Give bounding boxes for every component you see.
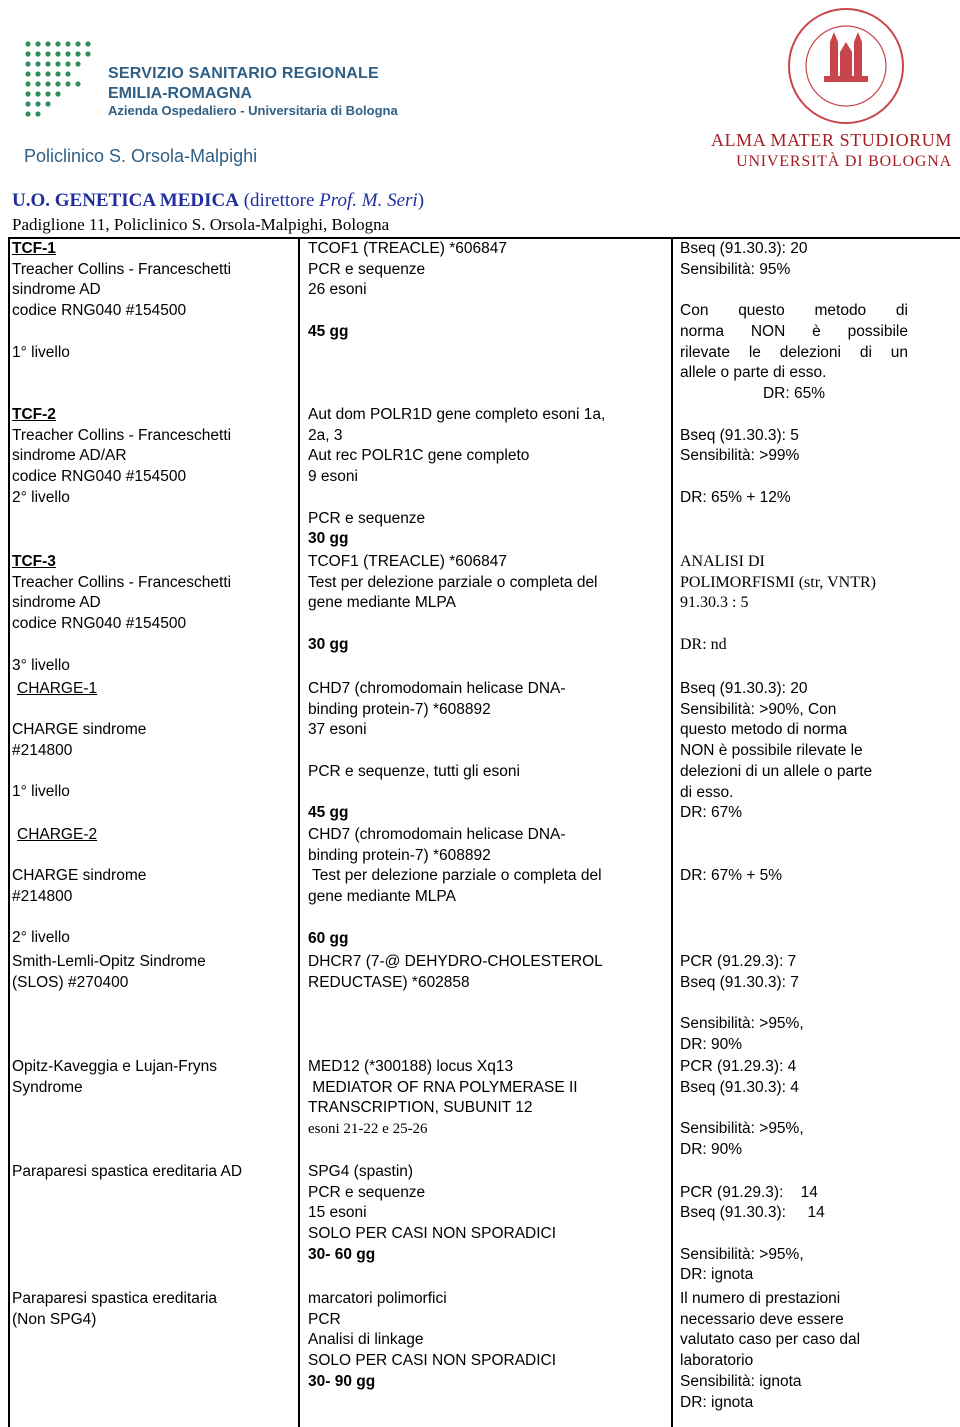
table-row-spg-ad-col3 <box>680 1162 908 1286</box>
table-cell: Syndrome <box>12 1078 83 1096</box>
table-cell: PCR (91.29.3): 7 <box>680 953 797 970</box>
table-cell: questo metodo di norma <box>680 721 848 739</box>
table-row-tcf3-col3 <box>680 552 908 656</box>
department-name: U.O. GENETICA MEDICA <box>12 190 239 211</box>
table-row-spg-other-col3 <box>680 1289 908 1413</box>
table-cell: allele o parte di esso. <box>680 364 827 382</box>
table-row-slos-col3 <box>680 952 908 1056</box>
table-cell: Bseq (91.30.3): 7 <box>680 973 799 991</box>
test-code: TCF-2 <box>12 406 56 423</box>
table-cell: codice RNG040 #154500 <box>12 615 187 633</box>
table-cell: esoni 21-22 e 25-26 <box>308 1121 428 1138</box>
table-cell: 3° livello <box>12 656 70 674</box>
table-cell <box>680 1098 908 1119</box>
region-org-line1: SERVIZIO SANITARIO REGIONALE <box>108 65 379 82</box>
table-cell <box>680 280 908 301</box>
table-cell: Paraparesi spastica ereditaria AD <box>12 1163 243 1180</box>
table-cell: 91.30.3 : 5 <box>680 594 749 612</box>
table-row-tcf1-col1 <box>12 239 302 363</box>
table-row-spg-ad-col2 <box>308 1162 668 1266</box>
table-cell: TRANSCRIPTION, SUBUNIT 12 <box>308 1099 533 1117</box>
turnaround-time: 30 gg <box>308 530 349 548</box>
table-cell: rilevate le delezioni di un <box>680 343 908 361</box>
ssr-dots-logo <box>24 40 98 120</box>
table-row-spg-other-col2 <box>308 1289 668 1393</box>
table-cell: gene mediante MLPA <box>308 888 456 906</box>
table-cell: Treacher Collins - Franceschetti <box>12 426 232 444</box>
table-cell: (Non SPG4) <box>12 1310 97 1328</box>
director-suffix: ) <box>417 190 425 211</box>
table-cell: Il numero di prestazioni <box>680 1290 841 1307</box>
table-row-tcf3-col2 <box>308 552 668 656</box>
table-cell: PCR e sequenze <box>308 260 426 278</box>
table-row-tcf2-col2 <box>308 405 668 550</box>
test-code: CHARGE-2 <box>17 826 98 843</box>
table-cell: Bseq (91.30.3): 20 <box>680 680 808 697</box>
table-cell <box>680 1162 908 1183</box>
table-cell: Aut rec POLR1C gene completo <box>308 447 530 465</box>
table-row-tcf3-col1 <box>12 552 302 676</box>
table-cell: Sensibilità: >90%, Con <box>680 700 837 718</box>
table-cell: di esso. <box>680 783 734 801</box>
table-cell: 1° livello <box>12 783 70 801</box>
table-cell <box>680 467 908 488</box>
table-cell: #214800 <box>12 888 73 906</box>
university-seal-logo <box>786 6 906 126</box>
table-row-opitz-col1 <box>12 1057 302 1098</box>
table-cell: 2° livello <box>12 488 70 506</box>
table-cell: 37 esoni <box>308 721 367 739</box>
column-divider-2 <box>671 237 673 1427</box>
table-cell: Sensibilità: >95%, <box>680 1015 804 1033</box>
table-cell: Test per delezione parziale o completa del <box>308 573 598 591</box>
director-name: Prof. M. Seri <box>319 190 418 211</box>
table-cell: 9 esoni <box>308 468 358 486</box>
table-cell <box>308 488 668 509</box>
university-line1: ALMA MATER STUDIORUM <box>710 130 952 150</box>
table-cell: laboratorio <box>680 1352 754 1370</box>
table-row-spg-ad-col1 <box>12 1162 302 1183</box>
table-row-charge1-col2 <box>308 679 668 824</box>
department-title <box>12 190 424 212</box>
table-cell: Bseq (91.30.3): 20 <box>680 240 808 257</box>
table-cell <box>680 825 908 846</box>
table-cell <box>12 322 302 343</box>
table-cell <box>12 846 302 867</box>
table-cell: Bseq (91.30.3): 5 <box>680 426 799 444</box>
table-cell: delezioni di un allele o parte <box>680 762 873 780</box>
table-row-tcf1-col3 <box>680 239 908 405</box>
table-cell <box>308 908 668 929</box>
table-cell: NON è possibile rilevate le <box>680 742 863 760</box>
table-cell: sindrome AD/AR <box>12 447 127 465</box>
detection-rate: DR: 90% <box>680 1140 743 1158</box>
table-cell: sindrome AD <box>12 281 101 299</box>
table-cell: binding protein-7) *608892 <box>308 700 491 718</box>
director-prefix: (direttore <box>243 190 320 211</box>
table-cell: Analisi di linkage <box>308 1331 424 1349</box>
turnaround-time: 30 gg <box>308 635 349 653</box>
turnaround-time: 45 gg <box>308 804 349 822</box>
table-cell: PCR e sequenze <box>308 1183 426 1201</box>
table-cell: Bseq (91.30.3): 4 <box>680 1078 799 1096</box>
turnaround-time: 45 gg <box>308 322 349 340</box>
table-cell: Sensibilità: 95% <box>680 260 791 278</box>
table-cell: Paraparesi spastica ereditaria <box>12 1290 218 1307</box>
table-cell: Opitz-Kaveggia e Lujan-Fryns <box>12 1058 218 1075</box>
table-cell <box>12 908 302 929</box>
department-address: Padiglione 11, Policlinico S. Orsola-Malpighi, Bologna <box>12 215 390 234</box>
table-cell: SPG4 (spastin) <box>308 1163 414 1180</box>
table-cell: Smith-Lemli-Opitz Sindrome <box>12 953 206 970</box>
turnaround-time: 60 gg <box>308 929 349 947</box>
table-left-border <box>8 237 10 1427</box>
region-org-line3: Azienda Ospedaliero - Universitaria di Bologna <box>108 103 398 119</box>
table-cell: DHCR7 (7-@ DEHYDRO-CHOLESTEROL <box>308 953 603 970</box>
table-cell: valutato caso per caso dal <box>680 1331 861 1349</box>
turnaround-time: 30- 60 gg <box>308 1245 376 1263</box>
table-cell <box>680 993 908 1014</box>
table-cell: Test per delezione parziale o completa del <box>308 867 602 885</box>
table-cell: PCR (91.29.3): 14 <box>680 1183 818 1201</box>
table-cell: PCR e sequenze, tutti gli esoni <box>308 762 520 780</box>
table-row-tcf2-col3 <box>680 405 908 508</box>
table-cell: #214800 <box>12 742 73 760</box>
table-cell <box>12 635 302 656</box>
detection-rate: DR: 90% <box>680 1035 743 1053</box>
table-cell: sindrome AD <box>12 594 101 612</box>
university-line2: UNIVERSITÀ DI BOLOGNA <box>736 152 952 170</box>
table-cell: Aut dom POLR1D gene completo esoni 1a, <box>308 406 606 423</box>
table-cell <box>12 700 302 721</box>
table-cell: necessario deve essere <box>680 1310 844 1328</box>
table-cell: Sensibilità: >95%, <box>680 1245 804 1263</box>
table-cell <box>680 405 908 426</box>
table-row-charge1-col1 <box>12 679 302 803</box>
table-cell: MED12 (*300188) locus Xq13 <box>308 1058 514 1075</box>
detection-rate: DR: 67% <box>680 804 743 822</box>
table-cell: CHARGE sindrome <box>12 867 147 885</box>
table-row-slos-col2 <box>308 952 668 993</box>
table-cell: MEDIATOR OF RNA POLYMERASE II <box>308 1078 578 1096</box>
table-cell: TCOF1 (TREACLE) *606847 <box>308 553 507 570</box>
table-cell: norma NON è possibile <box>680 322 908 340</box>
table-cell <box>680 614 908 635</box>
table-cell: (SLOS) #270400 <box>12 973 129 991</box>
table-cell: Con questo metodo di <box>680 302 908 320</box>
table-cell: SOLO PER CASI NON SPORADICI <box>308 1352 557 1370</box>
detection-rate: DR: 65% + 12% <box>680 488 791 506</box>
table-cell: PCR e sequenze <box>308 509 426 527</box>
table-cell: 1° livello <box>12 343 70 361</box>
detection-rate: DR: ignota <box>680 1393 754 1411</box>
table-cell: PCR <box>308 1310 341 1328</box>
table-cell: Sensibilità: ignota <box>680 1372 802 1390</box>
table-cell: marcatori polimorfici <box>308 1290 447 1307</box>
region-org-block <box>108 64 398 119</box>
table-cell: ANALISI DI <box>680 553 765 570</box>
university-name <box>711 130 952 171</box>
table-row-opitz-col3 <box>680 1057 908 1161</box>
table-cell: CHD7 (chromodomain helicase DNA- <box>308 680 566 697</box>
detection-rate: DR: ignota <box>680 1266 754 1284</box>
table-cell: 15 esoni <box>308 1204 367 1222</box>
table-cell: 2a, 3 <box>308 426 343 444</box>
table-cell: Sensibilità: >99% <box>680 447 800 465</box>
table-cell: 2° livello <box>12 929 70 947</box>
turnaround-time: 30- 90 gg <box>308 1372 376 1390</box>
table-cell: POLIMORFISMI (str, VNTR) <box>680 573 876 591</box>
table-cell: Sensibilità: >95%, <box>680 1120 804 1138</box>
test-code: CHARGE-1 <box>17 680 98 697</box>
table-row-charge2-col1 <box>12 825 302 949</box>
table-cell: CHARGE sindrome <box>12 721 147 739</box>
detection-rate: DR: 67% + 5% <box>680 867 783 885</box>
table-cell: PCR (91.29.3): 4 <box>680 1058 797 1075</box>
table-row-opitz-col2 <box>308 1057 668 1140</box>
table-cell: Bseq (91.30.3): 14 <box>680 1204 825 1222</box>
table-cell: Treacher Collins - Franceschetti <box>12 260 232 278</box>
detection-rate: DR: nd <box>680 635 727 653</box>
table-cell: binding protein-7) *608892 <box>308 846 491 864</box>
table-row-spg-other-col1 <box>12 1289 302 1330</box>
table-cell <box>308 741 668 762</box>
table-row-charge1-col3 <box>680 679 908 824</box>
table-cell: REDUCTASE) *602858 <box>308 973 470 991</box>
region-org-line2: EMILIA-ROMAGNA <box>108 84 252 102</box>
table-cell <box>308 301 668 322</box>
table-cell: SOLO PER CASI NON SPORADICI <box>308 1225 557 1243</box>
table-cell: TCOF1 (TREACLE) *606847 <box>308 240 507 257</box>
table-cell: CHD7 (chromodomain helicase DNA- <box>308 826 566 843</box>
table-row-tcf2-col1 <box>12 405 302 509</box>
table-cell: 26 esoni <box>308 281 367 299</box>
table-row-charge2-col3 <box>680 825 908 887</box>
table-cell <box>308 783 668 804</box>
table-cell <box>680 846 908 867</box>
table-cell: codice RNG040 #154500 <box>12 302 187 320</box>
detection-rate: DR: 65% <box>762 384 826 402</box>
test-code: TCF-1 <box>12 240 56 257</box>
table-cell: codice RNG040 #154500 <box>12 468 187 486</box>
test-code: TCF-3 <box>12 553 56 570</box>
table-cell <box>308 614 668 635</box>
table-cell: gene mediante MLPA <box>308 594 456 612</box>
table-row-charge2-col2 <box>308 825 668 949</box>
hospital-name: Policlinico S. Orsola-Malpighi <box>24 146 258 166</box>
table-cell <box>12 762 302 783</box>
table-cell: Treacher Collins - Franceschetti <box>12 573 232 591</box>
table-cell <box>680 1224 908 1245</box>
table-row-slos-col1 <box>12 952 302 993</box>
table-row-tcf1-col2 <box>308 239 668 343</box>
